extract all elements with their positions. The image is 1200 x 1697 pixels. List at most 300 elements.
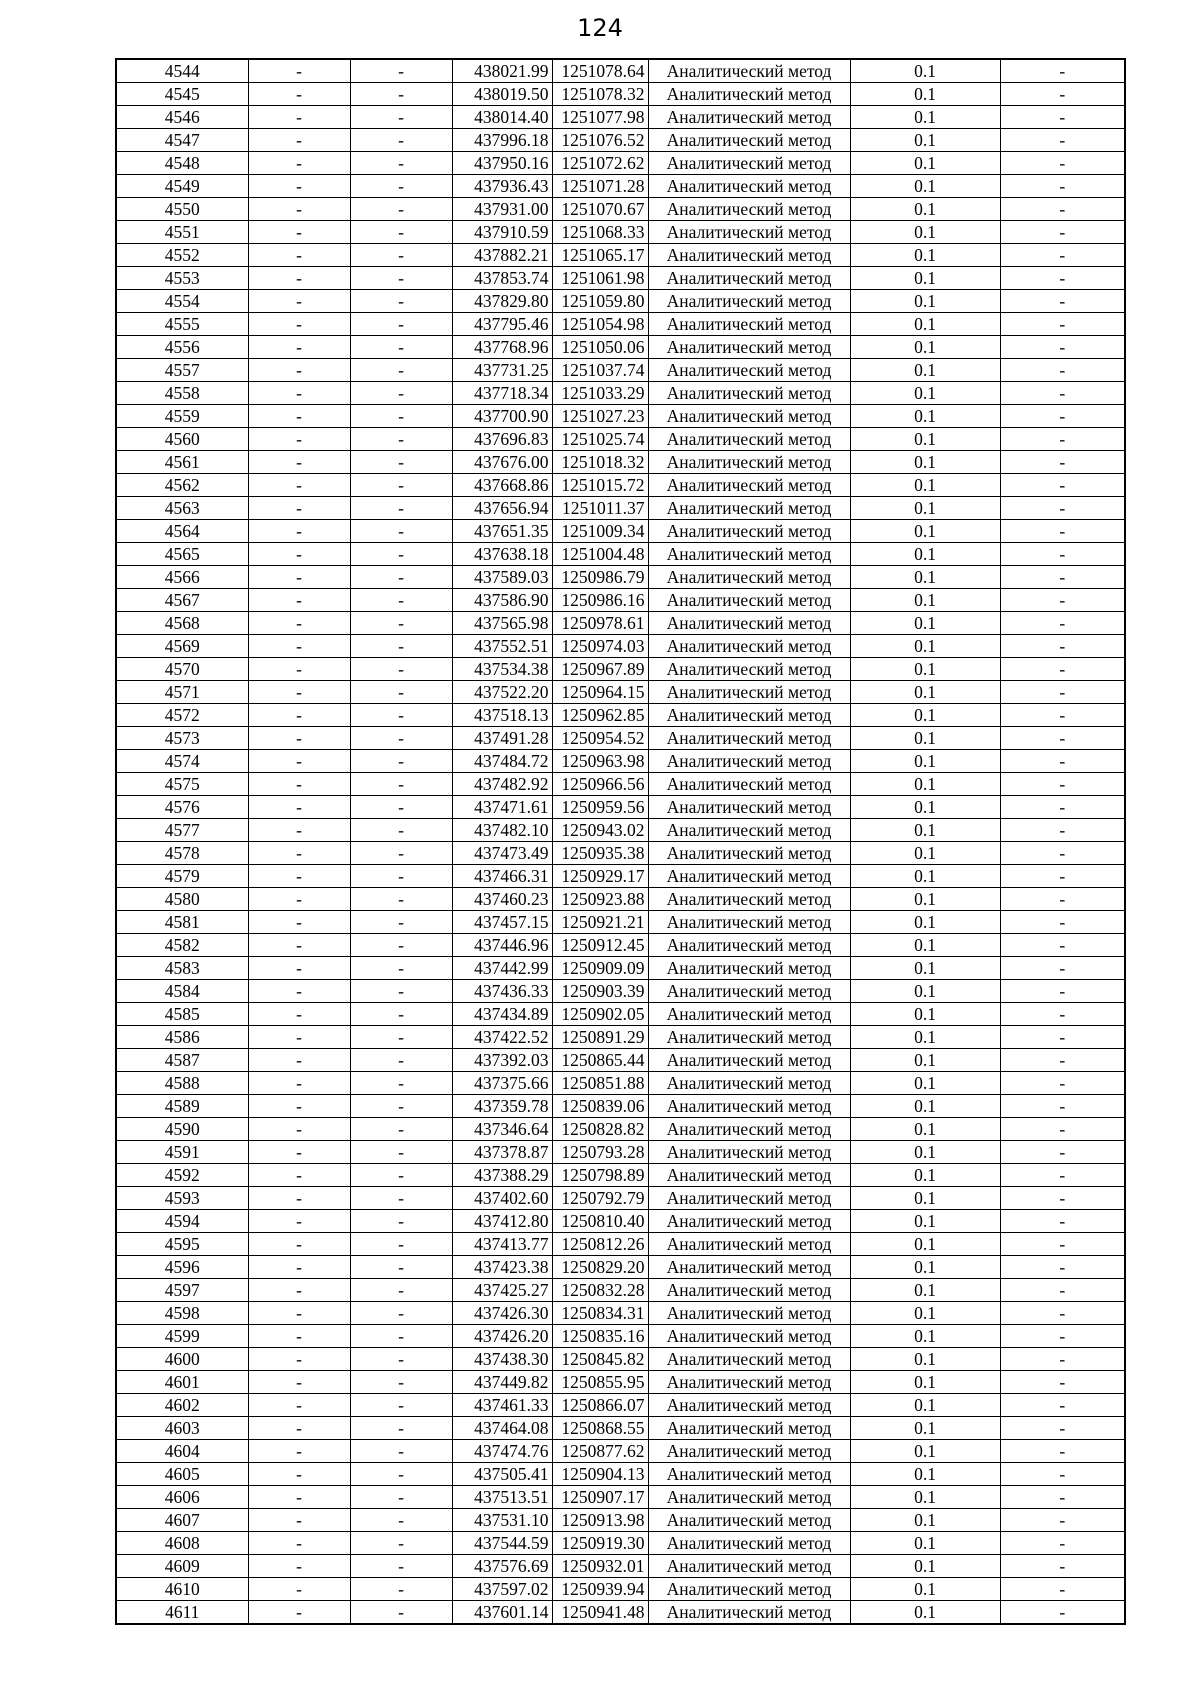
cell-accuracy: 0.1 bbox=[850, 129, 1000, 152]
cell-accuracy: 0.1 bbox=[850, 198, 1000, 221]
cell-coordinate-y: 1251011.37 bbox=[552, 497, 648, 520]
cell-column-3: - bbox=[350, 1187, 452, 1210]
table-row bbox=[116, 1210, 1125, 1233]
table-row bbox=[116, 589, 1125, 612]
cell-column-2: - bbox=[248, 1325, 350, 1348]
table-row bbox=[116, 267, 1125, 290]
cell-column-3: - bbox=[350, 428, 452, 451]
cell-coordinate-y: 1250792.79 bbox=[552, 1187, 648, 1210]
cell-point-number: 4588 bbox=[116, 1072, 248, 1095]
cell-accuracy: 0.1 bbox=[850, 267, 1000, 290]
table-row bbox=[116, 1141, 1125, 1164]
cell-column-8: - bbox=[1000, 612, 1125, 635]
table-row bbox=[116, 1440, 1125, 1463]
cell-column-8: - bbox=[1000, 566, 1125, 589]
cell-accuracy: 0.1 bbox=[850, 290, 1000, 313]
table-row bbox=[116, 819, 1125, 842]
cell-column-2: - bbox=[248, 727, 350, 750]
cell-method: Аналитический метод bbox=[648, 313, 850, 336]
cell-coordinate-x: 437552.51 bbox=[452, 635, 552, 658]
cell-accuracy: 0.1 bbox=[850, 1417, 1000, 1440]
cell-coordinate-y: 1250912.45 bbox=[552, 934, 648, 957]
cell-method: Аналитический метод bbox=[648, 934, 850, 957]
cell-point-number: 4561 bbox=[116, 451, 248, 474]
cell-column-2: - bbox=[248, 934, 350, 957]
cell-accuracy: 0.1 bbox=[850, 934, 1000, 957]
cell-method: Аналитический метод bbox=[648, 1509, 850, 1532]
cell-column-3: - bbox=[350, 819, 452, 842]
cell-coordinate-y: 1251068.33 bbox=[552, 221, 648, 244]
cell-coordinate-y: 1250923.88 bbox=[552, 888, 648, 911]
cell-method: Аналитический метод bbox=[648, 520, 850, 543]
cell-coordinate-y: 1251071.28 bbox=[552, 175, 648, 198]
cell-method: Аналитический метод bbox=[648, 589, 850, 612]
cell-column-8: - bbox=[1000, 83, 1125, 106]
cell-column-8: - bbox=[1000, 1049, 1125, 1072]
cell-coordinate-x: 437565.98 bbox=[452, 612, 552, 635]
cell-accuracy: 0.1 bbox=[850, 1578, 1000, 1601]
cell-point-number: 4549 bbox=[116, 175, 248, 198]
cell-coordinate-y: 1250835.16 bbox=[552, 1325, 648, 1348]
cell-accuracy: 0.1 bbox=[850, 428, 1000, 451]
cell-coordinate-x: 437768.96 bbox=[452, 336, 552, 359]
cell-method: Аналитический метод bbox=[648, 497, 850, 520]
cell-column-8: - bbox=[1000, 1164, 1125, 1187]
cell-column-3: - bbox=[350, 727, 452, 750]
cell-column-2: - bbox=[248, 911, 350, 934]
cell-coordinate-x: 437359.78 bbox=[452, 1095, 552, 1118]
cell-method: Аналитический метод bbox=[648, 1095, 850, 1118]
cell-column-2: - bbox=[248, 635, 350, 658]
cell-coordinate-y: 1250798.89 bbox=[552, 1164, 648, 1187]
cell-column-2: - bbox=[248, 59, 350, 83]
cell-coordinate-x: 437446.96 bbox=[452, 934, 552, 957]
cell-coordinate-y: 1251037.74 bbox=[552, 359, 648, 382]
cell-column-3: - bbox=[350, 1118, 452, 1141]
cell-column-3: - bbox=[350, 1256, 452, 1279]
cell-column-2: - bbox=[248, 1509, 350, 1532]
table-row bbox=[116, 497, 1125, 520]
cell-column-2: - bbox=[248, 1164, 350, 1187]
table-row bbox=[116, 658, 1125, 681]
cell-coordinate-x: 437464.08 bbox=[452, 1417, 552, 1440]
cell-column-8: - bbox=[1000, 1141, 1125, 1164]
cell-column-3: - bbox=[350, 1026, 452, 1049]
cell-coordinate-y: 1251076.52 bbox=[552, 129, 648, 152]
cell-column-8: - bbox=[1000, 313, 1125, 336]
table-row bbox=[116, 543, 1125, 566]
cell-coordinate-y: 1251059.80 bbox=[552, 290, 648, 313]
cell-column-8: - bbox=[1000, 1325, 1125, 1348]
cell-column-3: - bbox=[350, 474, 452, 497]
cell-column-3: - bbox=[350, 1463, 452, 1486]
cell-coordinate-x: 437436.33 bbox=[452, 980, 552, 1003]
cell-coordinate-y: 1250907.17 bbox=[552, 1486, 648, 1509]
coordinates-table bbox=[115, 58, 1126, 1625]
cell-coordinate-x: 437460.23 bbox=[452, 888, 552, 911]
cell-point-number: 4589 bbox=[116, 1095, 248, 1118]
cell-coordinate-x: 437423.38 bbox=[452, 1256, 552, 1279]
cell-column-3: - bbox=[350, 635, 452, 658]
table-row bbox=[116, 1325, 1125, 1348]
table-row bbox=[116, 129, 1125, 152]
cell-point-number: 4547 bbox=[116, 129, 248, 152]
cell-method: Аналитический метод bbox=[648, 543, 850, 566]
cell-coordinate-y: 1250959.56 bbox=[552, 796, 648, 819]
cell-method: Аналитический метод bbox=[648, 359, 850, 382]
cell-coordinate-x: 437668.86 bbox=[452, 474, 552, 497]
cell-coordinate-y: 1250943.02 bbox=[552, 819, 648, 842]
cell-column-3: - bbox=[350, 106, 452, 129]
cell-coordinate-y: 1250913.98 bbox=[552, 1509, 648, 1532]
table-body bbox=[116, 59, 1125, 1624]
cell-coordinate-y: 1251078.32 bbox=[552, 83, 648, 106]
cell-method: Аналитический метод bbox=[648, 635, 850, 658]
cell-accuracy: 0.1 bbox=[850, 1509, 1000, 1532]
cell-point-number: 4587 bbox=[116, 1049, 248, 1072]
cell-column-2: - bbox=[248, 129, 350, 152]
cell-method: Аналитический метод bbox=[648, 382, 850, 405]
cell-column-8: - bbox=[1000, 750, 1125, 773]
cell-column-2: - bbox=[248, 1486, 350, 1509]
cell-coordinate-x: 437676.00 bbox=[452, 451, 552, 474]
table-row bbox=[116, 704, 1125, 727]
cell-column-8: - bbox=[1000, 1417, 1125, 1440]
cell-column-3: - bbox=[350, 980, 452, 1003]
cell-coordinate-x: 437449.82 bbox=[452, 1371, 552, 1394]
cell-column-8: - bbox=[1000, 1072, 1125, 1095]
cell-coordinate-x: 437601.14 bbox=[452, 1601, 552, 1625]
cell-column-8: - bbox=[1000, 842, 1125, 865]
cell-column-8: - bbox=[1000, 888, 1125, 911]
cell-column-8: - bbox=[1000, 658, 1125, 681]
cell-column-3: - bbox=[350, 704, 452, 727]
cell-coordinate-x: 437505.41 bbox=[452, 1463, 552, 1486]
cell-column-8: - bbox=[1000, 221, 1125, 244]
cell-coordinate-y: 1250921.21 bbox=[552, 911, 648, 934]
cell-column-3: - bbox=[350, 957, 452, 980]
cell-column-8: - bbox=[1000, 773, 1125, 796]
cell-column-2: - bbox=[248, 957, 350, 980]
cell-coordinate-x: 437882.21 bbox=[452, 244, 552, 267]
cell-column-3: - bbox=[350, 59, 452, 83]
cell-column-8: - bbox=[1000, 520, 1125, 543]
cell-coordinate-x: 437402.60 bbox=[452, 1187, 552, 1210]
cell-column-8: - bbox=[1000, 106, 1125, 129]
cell-coordinate-y: 1250978.61 bbox=[552, 612, 648, 635]
cell-column-8: - bbox=[1000, 129, 1125, 152]
cell-point-number: 4555 bbox=[116, 313, 248, 336]
table-row bbox=[116, 1302, 1125, 1325]
cell-point-number: 4580 bbox=[116, 888, 248, 911]
cell-column-8: - bbox=[1000, 1371, 1125, 1394]
table-row bbox=[116, 1578, 1125, 1601]
cell-point-number: 4595 bbox=[116, 1233, 248, 1256]
cell-column-3: - bbox=[350, 198, 452, 221]
cell-column-2: - bbox=[248, 1555, 350, 1578]
cell-accuracy: 0.1 bbox=[850, 819, 1000, 842]
cell-column-2: - bbox=[248, 1233, 350, 1256]
cell-coordinate-y: 1250963.98 bbox=[552, 750, 648, 773]
cell-coordinate-x: 437718.34 bbox=[452, 382, 552, 405]
cell-column-8: - bbox=[1000, 1463, 1125, 1486]
cell-column-3: - bbox=[350, 382, 452, 405]
table-row bbox=[116, 175, 1125, 198]
cell-accuracy: 0.1 bbox=[850, 1486, 1000, 1509]
cell-column-3: - bbox=[350, 1371, 452, 1394]
cell-coordinate-x: 437910.59 bbox=[452, 221, 552, 244]
cell-column-3: - bbox=[350, 451, 452, 474]
table-row bbox=[116, 796, 1125, 819]
table-row bbox=[116, 1417, 1125, 1440]
cell-column-2: - bbox=[248, 1210, 350, 1233]
table-row bbox=[116, 1072, 1125, 1095]
cell-column-8: - bbox=[1000, 1256, 1125, 1279]
cell-accuracy: 0.1 bbox=[850, 911, 1000, 934]
cell-column-2: - bbox=[248, 1095, 350, 1118]
cell-coordinate-y: 1250855.95 bbox=[552, 1371, 648, 1394]
cell-column-3: - bbox=[350, 911, 452, 934]
cell-column-2: - bbox=[248, 1348, 350, 1371]
cell-column-3: - bbox=[350, 796, 452, 819]
cell-column-8: - bbox=[1000, 1095, 1125, 1118]
cell-accuracy: 0.1 bbox=[850, 221, 1000, 244]
cell-accuracy: 0.1 bbox=[850, 1440, 1000, 1463]
cell-column-2: - bbox=[248, 1578, 350, 1601]
cell-column-3: - bbox=[350, 1348, 452, 1371]
cell-coordinate-x: 437482.92 bbox=[452, 773, 552, 796]
cell-column-2: - bbox=[248, 566, 350, 589]
cell-point-number: 4567 bbox=[116, 589, 248, 612]
cell-column-3: - bbox=[350, 1417, 452, 1440]
cell-column-3: - bbox=[350, 221, 452, 244]
cell-column-3: - bbox=[350, 1095, 452, 1118]
cell-column-2: - bbox=[248, 1003, 350, 1026]
cell-column-8: - bbox=[1000, 1578, 1125, 1601]
cell-coordinate-y: 1250986.79 bbox=[552, 566, 648, 589]
cell-column-8: - bbox=[1000, 198, 1125, 221]
cell-method: Аналитический метод bbox=[648, 1141, 850, 1164]
cell-coordinate-y: 1250793.28 bbox=[552, 1141, 648, 1164]
cell-column-8: - bbox=[1000, 428, 1125, 451]
cell-point-number: 4564 bbox=[116, 520, 248, 543]
cell-accuracy: 0.1 bbox=[850, 313, 1000, 336]
cell-accuracy: 0.1 bbox=[850, 1118, 1000, 1141]
cell-column-3: - bbox=[350, 681, 452, 704]
cell-column-3: - bbox=[350, 1164, 452, 1187]
table-row bbox=[116, 1256, 1125, 1279]
cell-method: Аналитический метод bbox=[648, 451, 850, 474]
table-row bbox=[116, 1003, 1125, 1026]
cell-coordinate-y: 1250865.44 bbox=[552, 1049, 648, 1072]
cell-column-3: - bbox=[350, 1486, 452, 1509]
cell-column-2: - bbox=[248, 796, 350, 819]
cell-column-3: - bbox=[350, 773, 452, 796]
cell-coordinate-y: 1250866.07 bbox=[552, 1394, 648, 1417]
cell-column-3: - bbox=[350, 865, 452, 888]
cell-method: Аналитический метод bbox=[648, 1279, 850, 1302]
cell-column-2: - bbox=[248, 83, 350, 106]
cell-method: Аналитический метод bbox=[648, 1072, 850, 1095]
cell-column-3: - bbox=[350, 589, 452, 612]
cell-column-3: - bbox=[350, 313, 452, 336]
table-row bbox=[116, 474, 1125, 497]
cell-accuracy: 0.1 bbox=[850, 566, 1000, 589]
cell-column-8: - bbox=[1000, 336, 1125, 359]
cell-method: Аналитический метод bbox=[648, 980, 850, 1003]
cell-column-3: - bbox=[350, 612, 452, 635]
cell-accuracy: 0.1 bbox=[850, 1233, 1000, 1256]
cell-coordinate-y: 1250812.26 bbox=[552, 1233, 648, 1256]
cell-point-number: 4576 bbox=[116, 796, 248, 819]
cell-coordinate-y: 1250967.89 bbox=[552, 658, 648, 681]
cell-column-8: - bbox=[1000, 1555, 1125, 1578]
cell-column-2: - bbox=[248, 1141, 350, 1164]
cell-coordinate-y: 1250834.31 bbox=[552, 1302, 648, 1325]
cell-accuracy: 0.1 bbox=[850, 106, 1000, 129]
cell-column-8: - bbox=[1000, 1394, 1125, 1417]
cell-point-number: 4593 bbox=[116, 1187, 248, 1210]
cell-coordinate-y: 1251018.32 bbox=[552, 451, 648, 474]
cell-column-3: - bbox=[350, 750, 452, 773]
cell-method: Аналитический метод bbox=[648, 129, 850, 152]
cell-method: Аналитический метод bbox=[648, 244, 850, 267]
cell-method: Аналитический метод bbox=[648, 612, 850, 635]
cell-coordinate-x: 438014.40 bbox=[452, 106, 552, 129]
cell-column-2: - bbox=[248, 451, 350, 474]
cell-column-2: - bbox=[248, 773, 350, 796]
cell-column-8: - bbox=[1000, 175, 1125, 198]
cell-column-8: - bbox=[1000, 290, 1125, 313]
cell-coordinate-y: 1250941.48 bbox=[552, 1601, 648, 1625]
cell-column-8: - bbox=[1000, 1302, 1125, 1325]
cell-column-2: - bbox=[248, 1302, 350, 1325]
cell-method: Аналитический метод bbox=[648, 336, 850, 359]
cell-column-2: - bbox=[248, 681, 350, 704]
cell-accuracy: 0.1 bbox=[850, 1141, 1000, 1164]
cell-coordinate-x: 437346.64 bbox=[452, 1118, 552, 1141]
cell-accuracy: 0.1 bbox=[850, 1532, 1000, 1555]
table-row bbox=[116, 842, 1125, 865]
cell-coordinate-y: 1250954.52 bbox=[552, 727, 648, 750]
cell-method: Аналитический метод bbox=[648, 957, 850, 980]
cell-point-number: 4584 bbox=[116, 980, 248, 1003]
cell-coordinate-y: 1250891.29 bbox=[552, 1026, 648, 1049]
table-row bbox=[116, 1233, 1125, 1256]
table-row bbox=[116, 911, 1125, 934]
cell-column-3: - bbox=[350, 888, 452, 911]
table-row bbox=[116, 1049, 1125, 1072]
cell-method: Аналитический метод bbox=[648, 1532, 850, 1555]
cell-accuracy: 0.1 bbox=[850, 1049, 1000, 1072]
cell-coordinate-y: 1250919.30 bbox=[552, 1532, 648, 1555]
cell-column-3: - bbox=[350, 1601, 452, 1625]
cell-method: Аналитический метод bbox=[648, 1601, 850, 1625]
cell-column-3: - bbox=[350, 1509, 452, 1532]
cell-column-3: - bbox=[350, 267, 452, 290]
table-row bbox=[116, 750, 1125, 773]
cell-accuracy: 0.1 bbox=[850, 1555, 1000, 1578]
cell-column-2: - bbox=[248, 1417, 350, 1440]
cell-method: Аналитический метод bbox=[648, 1371, 850, 1394]
cell-coordinate-y: 1250966.56 bbox=[552, 773, 648, 796]
cell-point-number: 4577 bbox=[116, 819, 248, 842]
cell-column-2: - bbox=[248, 244, 350, 267]
cell-coordinate-x: 437576.69 bbox=[452, 1555, 552, 1578]
cell-point-number: 4581 bbox=[116, 911, 248, 934]
cell-column-2: - bbox=[248, 1118, 350, 1141]
cell-point-number: 4565 bbox=[116, 543, 248, 566]
cell-coordinate-y: 1251033.29 bbox=[552, 382, 648, 405]
cell-coordinate-x: 437522.20 bbox=[452, 681, 552, 704]
table-row bbox=[116, 520, 1125, 543]
cell-method: Аналитический метод bbox=[648, 1118, 850, 1141]
cell-point-number: 4582 bbox=[116, 934, 248, 957]
cell-accuracy: 0.1 bbox=[850, 681, 1000, 704]
cell-column-8: - bbox=[1000, 152, 1125, 175]
cell-column-2: - bbox=[248, 1279, 350, 1302]
cell-point-number: 4579 bbox=[116, 865, 248, 888]
cell-method: Аналитический метод bbox=[648, 888, 850, 911]
cell-column-8: - bbox=[1000, 1440, 1125, 1463]
cell-coordinate-x: 437996.18 bbox=[452, 129, 552, 152]
cell-coordinate-x: 437442.99 bbox=[452, 957, 552, 980]
cell-column-2: - bbox=[248, 497, 350, 520]
cell-accuracy: 0.1 bbox=[850, 842, 1000, 865]
table-row bbox=[116, 681, 1125, 704]
cell-column-8: - bbox=[1000, 1210, 1125, 1233]
cell-point-number: 4566 bbox=[116, 566, 248, 589]
cell-method: Аналитический метод bbox=[648, 1440, 850, 1463]
cell-coordinate-x: 437651.35 bbox=[452, 520, 552, 543]
cell-method: Аналитический метод bbox=[648, 1164, 850, 1187]
cell-column-8: - bbox=[1000, 865, 1125, 888]
cell-method: Аналитический метод bbox=[648, 773, 850, 796]
table-row bbox=[116, 773, 1125, 796]
cell-point-number: 4592 bbox=[116, 1164, 248, 1187]
cell-column-3: - bbox=[350, 543, 452, 566]
cell-accuracy: 0.1 bbox=[850, 1601, 1000, 1625]
cell-column-8: - bbox=[1000, 911, 1125, 934]
cell-column-3: - bbox=[350, 566, 452, 589]
cell-column-3: - bbox=[350, 1532, 452, 1555]
cell-column-2: - bbox=[248, 750, 350, 773]
cell-accuracy: 0.1 bbox=[850, 1256, 1000, 1279]
cell-method: Аналитический метод bbox=[648, 428, 850, 451]
cell-coordinate-y: 1251027.23 bbox=[552, 405, 648, 428]
cell-accuracy: 0.1 bbox=[850, 83, 1000, 106]
table-row bbox=[116, 635, 1125, 658]
cell-point-number: 4590 bbox=[116, 1118, 248, 1141]
cell-coordinate-x: 437534.38 bbox=[452, 658, 552, 681]
cell-point-number: 4575 bbox=[116, 773, 248, 796]
cell-accuracy: 0.1 bbox=[850, 1187, 1000, 1210]
table-row bbox=[116, 336, 1125, 359]
cell-method: Аналитический метод bbox=[648, 1233, 850, 1256]
cell-point-number: 4608 bbox=[116, 1532, 248, 1555]
cell-accuracy: 0.1 bbox=[850, 1348, 1000, 1371]
table-row bbox=[116, 1486, 1125, 1509]
cell-method: Аналитический метод bbox=[648, 474, 850, 497]
cell-accuracy: 0.1 bbox=[850, 520, 1000, 543]
cell-point-number: 4603 bbox=[116, 1417, 248, 1440]
cell-column-8: - bbox=[1000, 1601, 1125, 1625]
cell-column-8: - bbox=[1000, 1532, 1125, 1555]
cell-method: Аналитический метод bbox=[648, 83, 850, 106]
cell-coordinate-x: 437589.03 bbox=[452, 566, 552, 589]
cell-point-number: 4596 bbox=[116, 1256, 248, 1279]
cell-coordinate-x: 437586.90 bbox=[452, 589, 552, 612]
